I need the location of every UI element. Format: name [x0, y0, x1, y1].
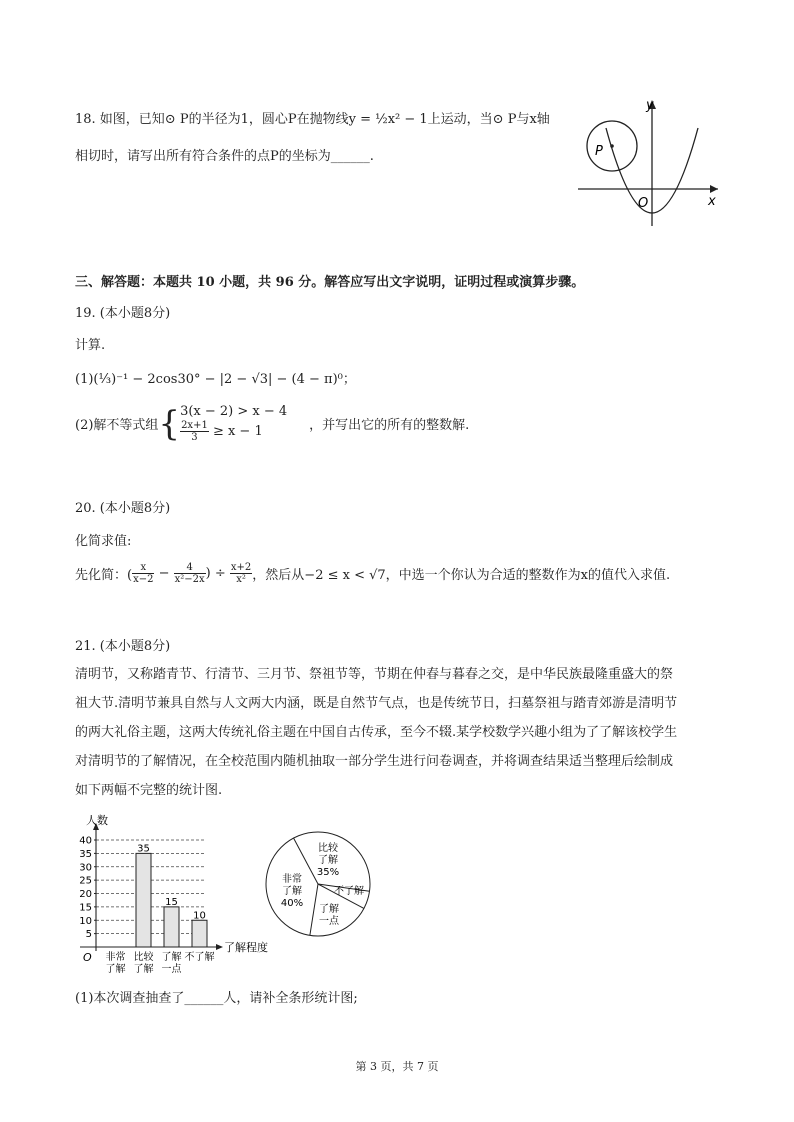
x-axis-title: 了解程度: [224, 941, 268, 954]
x-tick-label: 比较: [133, 952, 154, 963]
q21-head: 21. (本小题8分): [75, 639, 171, 654]
x-tick-label: 了解: [133, 964, 154, 975]
q20-f3-num: x+2: [230, 562, 252, 573]
ineq-row2-rest: ≥ x − 1: [208, 424, 263, 439]
y-tick-label: 5: [85, 929, 92, 941]
q21-paragraph: [75, 660, 725, 805]
bar-value-label: 15: [165, 896, 178, 908]
x-tick-label: 了解: [105, 964, 126, 975]
q21-line: 的两大礼俗主题，这两大传统礼俗主题在中国自古传承，至今不辍.某学校数学兴趣小组为了了解该校学生: [75, 725, 678, 740]
bar: [136, 853, 151, 947]
y-tick-label: 10: [79, 915, 92, 927]
pie-slice-label: 非常: [282, 874, 302, 885]
q20-intro: 化简求值:: [75, 534, 132, 549]
origin-label: O: [83, 951, 92, 964]
pie-slice-label: 不了解: [334, 886, 364, 897]
fig-x-label: x: [708, 194, 716, 209]
bar: [192, 920, 207, 947]
pie-slice-label: 了解: [318, 855, 338, 866]
pie-slice-label: 40%: [280, 898, 304, 909]
fig-p-label: P: [595, 144, 603, 159]
pie-slice-label: 了解: [319, 904, 339, 915]
pie-slice-label: 了解: [282, 886, 302, 897]
y-tick-label: 40: [79, 835, 92, 847]
q19-head: 19. (本小题8分): [75, 306, 171, 321]
q19-part2: [75, 404, 469, 443]
bar-chart: [68, 812, 278, 984]
y-tick-label: 20: [79, 889, 92, 900]
q20-post: ，然后从−2 ≤ x < √7，中选一个你认为合适的整数作为x的值代入求值.: [252, 568, 671, 583]
q20-f2-den: x²−2x: [174, 574, 205, 585]
pie-slice-label: 比较: [318, 843, 338, 854]
q18-figure: [578, 98, 728, 230]
fig-origin-label: O: [638, 196, 649, 211]
q20-f3-den: x²: [236, 574, 246, 585]
pie-slice-label: 一点: [319, 916, 339, 927]
q19-part2-prefix: (2)解不等式组: [75, 418, 159, 433]
q20-minus: −: [154, 566, 174, 581]
x-tick-label: 非常: [105, 952, 126, 963]
q21-question1: (1)本次调查抽查了______人，请补全条形统计图;: [75, 991, 358, 1006]
x-tick-label: 不了解: [184, 952, 215, 963]
q21-line: 清明节，又称踏青节、行清节、三月节、祭祖节等，节期在仲春与暮春之交，是中华民族最隆重盛大的祭: [75, 667, 674, 682]
q21-line: 对清明节的了解情况，在全校范围内随机抽取一部分学生进行问卷调查，并将调查结果适当整理后绘制成: [75, 754, 674, 769]
y-tick-label: 15: [79, 902, 92, 914]
q20-f1-den: x−2: [133, 574, 154, 585]
q20-head: 20. (本小题8分): [75, 501, 171, 516]
q18-line1: 18. 如图，已知⊙ P的半径为1，圆心P在抛物线y = ½x² − 1上运动，当⊙ P与x轴: [75, 112, 550, 127]
section-3-title: 三、解答题：本题共 10 小题，共 96 分。解答应写出文字说明，证明过程或演算步骤。: [75, 275, 585, 290]
fig-y-label: y: [646, 98, 654, 113]
ineq-frac-den: 3: [191, 432, 198, 443]
q20-pre: 先化简：(: [75, 568, 133, 583]
q19-part1: (1)(⅓)⁻¹ − 2cos30° − |2 − √3| − (4 − π)⁰；: [75, 372, 356, 387]
q20-div: ) ÷: [205, 566, 230, 581]
ineq-row2: [180, 420, 287, 443]
q21-line: 如下两幅不完整的统计图.: [75, 783, 223, 798]
q20-f1-num: x: [132, 562, 154, 574]
pie-slice-divider: [310, 884, 318, 935]
y-tick-label: 25: [79, 875, 92, 887]
q20-f2-num: 4: [174, 562, 206, 574]
q19-part2-suffix: ，并写出它的所有的整数解.: [309, 418, 470, 433]
y-axis-title: 人数: [86, 814, 108, 827]
page-footer: 第 3 页，共 7 页: [355, 1060, 439, 1073]
ineq-frac-num: 2x+1: [181, 420, 208, 431]
bar: [164, 907, 179, 947]
y-tick-label: 30: [79, 862, 92, 874]
x-tick-label: 了解: [161, 952, 182, 963]
pie-slice-label: 35%: [316, 867, 340, 878]
bar-value-label: 35: [137, 843, 150, 855]
q18-line2: 相切时，请写出所有符合条件的点P的坐标为______.: [75, 149, 374, 164]
q21-line: 祖大节.清明节兼具自然与人文两大内涵，既是自然节气点，也是传统节日，扫墓祭祖与踏青郊游是清明节: [75, 696, 678, 711]
q20-expression: [75, 562, 670, 585]
y-tick-label: 35: [79, 848, 92, 860]
inequality-system: [180, 404, 287, 443]
ineq-row1: 3(x − 2) > x − 4: [180, 404, 288, 419]
q19-intro: 计算.: [75, 338, 106, 353]
x-axis-arrow: [710, 185, 718, 193]
x-axis-arrow: [216, 944, 223, 950]
x-tick-label: 一点: [161, 964, 182, 975]
center-p: [610, 144, 614, 148]
brace: {: [158, 403, 181, 444]
bar-value-label: 10: [193, 910, 206, 922]
pie-chart: [262, 828, 382, 948]
